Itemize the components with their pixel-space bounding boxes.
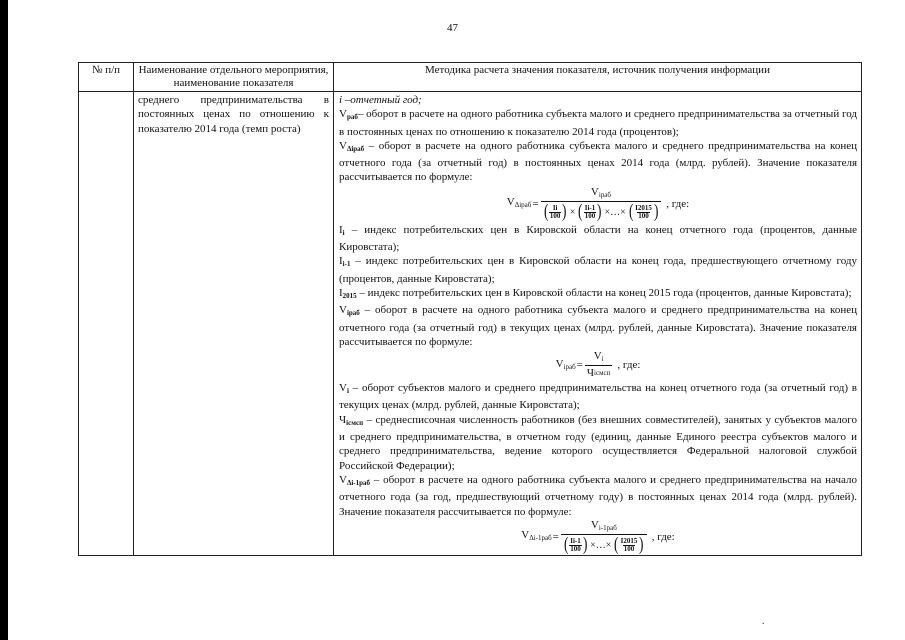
definition-ch-ismsp: $Ч_{iсмсп}$ – среднесписочная численность работников (без внешних совместителей), занятых у субъектов малого и среднего предпринимательства, в отчетном году (единиц, данные Единого реестра субъектов малого и среднего предпринимательства, ведение которого осуществляется Федеральной налоговой службой Российской Федерации); [339,413,857,472]
definition-v-irab: $V_{iраб}$ – оборот в расчете на одного работника субъекта малого и среднего предпринимательства на конец отчетного года (за отчетный год) в текущих ценах (млрд. рублей, данные Кировстата). Значение показателя рассчитывается по формуле: [339,304,857,348]
formula-v-irab: Viраб = Vi Ч iсмсп , где: [555,350,641,380]
page-number: 47 [447,22,458,34]
methodology-table [78,62,862,556]
definition-i2015: $I_{2015}$ – индекс потребительских цен в Кировской области на конец 2015 года (процентов, данные Кировстата); [339,286,852,300]
scan-edge-bar [0,0,8,640]
definition-i: i –отчетный год; [339,94,422,106]
definition-v-delta-irab: $V_{\Delta iраб}$ – оборот в расчете на одного работника субъекта малого и среднего предпринимательства на конец отчетного года (за отчетный год) в постоянных ценах 2014 года (млрд. рублей). Значение показателя рассчитывается по формуле: [339,139,857,184]
definition-ii-1: $I_{i-1}$ – индекс потребительских цен в Кировской области на конец года, предшествующего отчетному году (процентов, данные Кировстата); [339,255,857,285]
header-measure-name: Наименование отдельного мероприятия, наименование показателя [134,63,334,92]
table-header-row [79,63,862,92]
definition-v-rab: $V_{раб}-$ оборот в расчете на одного работника субъекта малого и среднего предпринимательства за отчетный год в постоянных ценах по отношению к показателю 2014 года (процентов); [339,108,857,138]
definition-v-delta-i-1rab: $V_{\Delta i-1раб}$ – оборот в расчете на одного работника субъекта малого и среднего предпринимательства на начало отчетного года (за год, предшествующий отчетному году) в постоянных ценах 2014 года (млрд. рублей). Значение показателя рассчитывается по формуле: [339,473,857,518]
definition-v-i: $V_i$ – оборот субъектов малого и среднего предпринимательства на конец отчетного года (за отчетный год) в текущих ценах (млрд. рублей, данные Кировстата); [339,382,857,412]
formula-v-delta-irab: VΔiраб = Viраб ( Ii 100 ) × ( Ii-1 100 ) ×…× ( I2015 100 ) , где: [506,186,690,223]
formula-v-delta-i-1rab: VΔi-1раб = Vi-1раб ( Ii-1 100 ) ×…× ( I2015 100 ) , где: [521,519,675,556]
header-methodology: Методика расчета значения показателя, источник получения информации [334,63,862,92]
definition-ii: $I_i$ – индекс потребительских цен в Кировской области на конец отчетного года (процентов, данные Кировстата); [339,223,857,254]
row-methodology-cell [334,92,862,556]
scan-speck: . [762,616,765,627]
row-number-cell [79,92,134,556]
table-row [79,92,862,556]
header-number: № п/п [79,63,134,92]
row-measure-name-cell: среднего предпринимательства в постоянных ценах по отношению к показателю 2014 года (темп роста) [134,92,334,556]
